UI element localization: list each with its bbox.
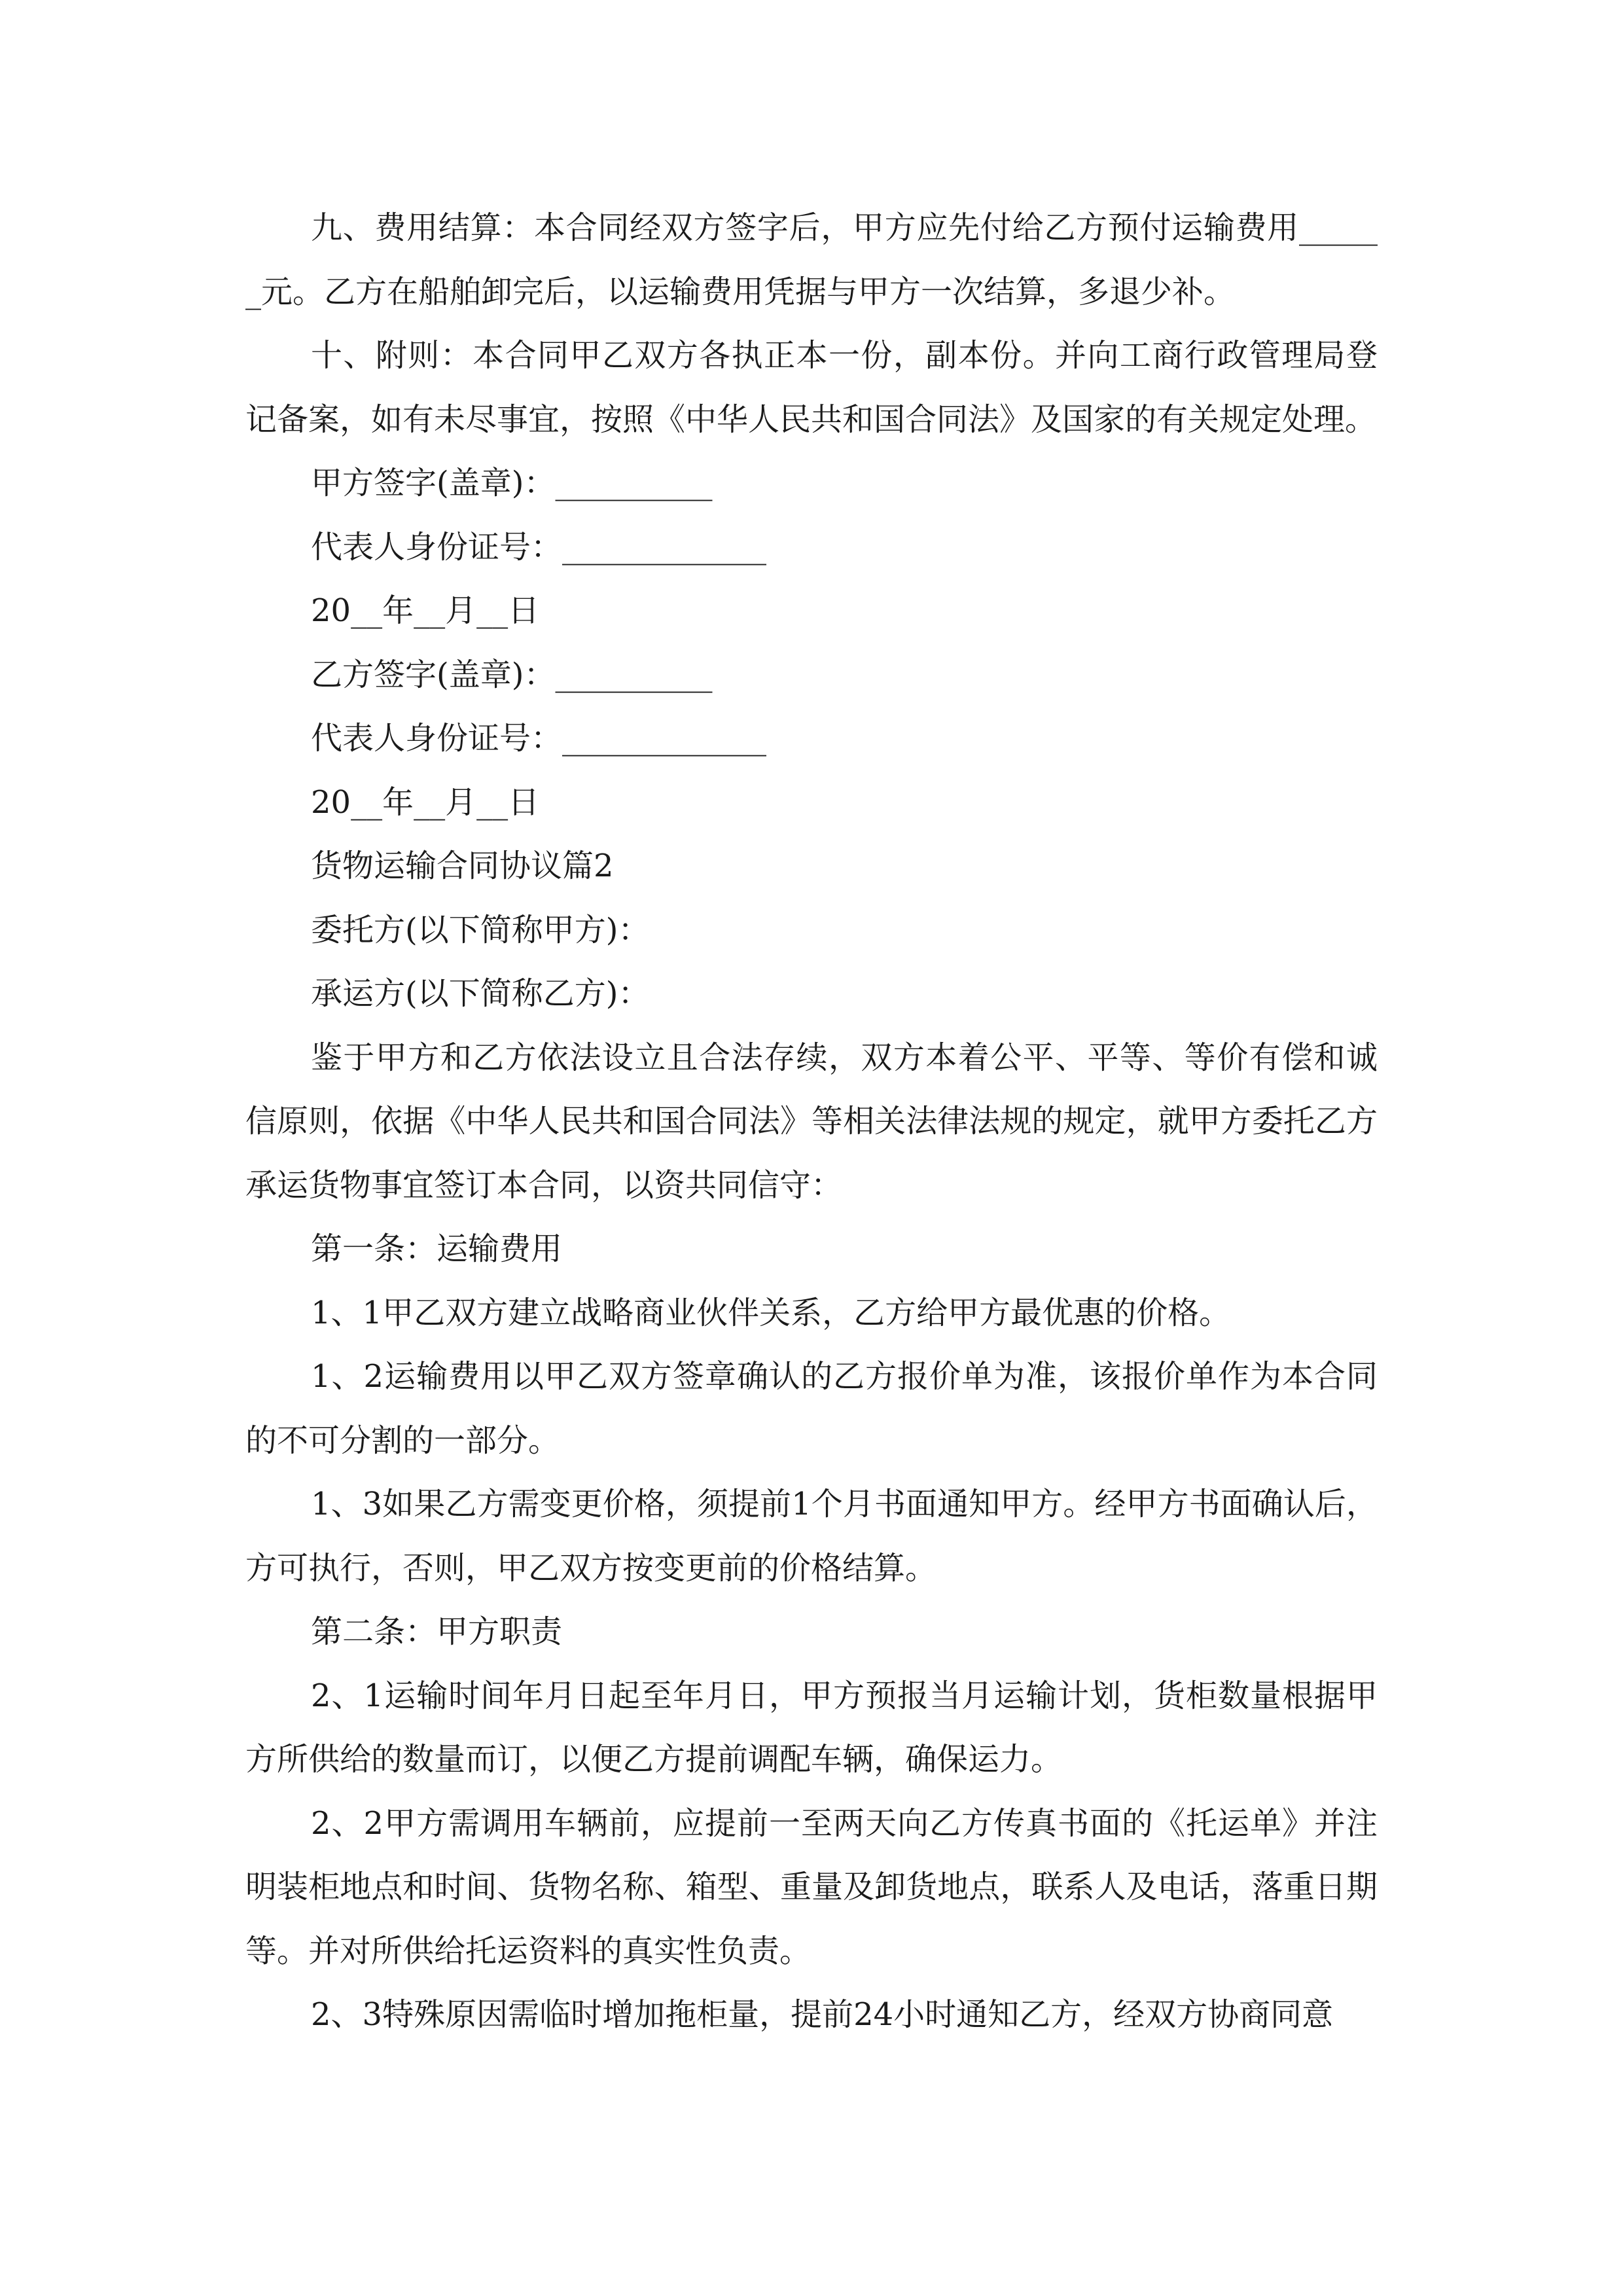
clause-2-1: 2、1运输时间年月日起至年月日，甲方预报当月运输计划，货柜数量根据甲方所供给的数量而订，以便乙方提前调配车辆，确保运力。 bbox=[245, 1677, 1378, 1778]
party-b-date-line: 20__年__月__日 bbox=[311, 783, 540, 821]
party-a-date-line: 20__年__月__日 bbox=[311, 592, 540, 629]
client-party-line: 委托方(以下简称甲方)： bbox=[311, 911, 650, 948]
document-body bbox=[245, 196, 1378, 2047]
party-a-representative-id-line: 代表人身份证号：_____________ bbox=[311, 528, 767, 565]
carrier-party-line: 承运方(以下简称乙方)： bbox=[311, 975, 650, 1012]
party-a-signature-line: 甲方签字(盖章)：__________ bbox=[311, 465, 713, 501]
paragraph-preamble: 鉴于甲方和乙方依法设立且合法存续，双方本着公平、平等、等价有偿和诚信原则，依据《中华人民共和国合同法》等相关法律法规的规定，就甲方委托乙方承运货物事宜签订本合同，以资共同信守： bbox=[245, 1039, 1378, 1204]
article-2-heading: 第二条：甲方职责 bbox=[311, 1613, 563, 1650]
party-b-representative-id-line: 代表人身份证号：_____________ bbox=[311, 720, 767, 757]
clause-2-2: 2、2甲方需调用车辆前，应提前一至两天向乙方传真书面的《托运单》并注明装柜地点和时间、货物名称、箱型、重量及卸货地点，联系人及电话，落重日期等。并对所供给托运资料的真实性负责。 bbox=[245, 1804, 1378, 1969]
article-1-heading: 第一条：运输费用 bbox=[311, 1230, 563, 1267]
clause-2-3: 2、3特殊原因需临时增加拖柜量，提前24小时通知乙方，经双方协商同意 bbox=[311, 1996, 1334, 2033]
paragraph-fee-settlement: 九、费用结算：本合同经双方签字后，甲方应先付给乙方预付运输费用______元。乙方在船舶卸完后，以运输费用凭据与甲方一次结算，多退少补。 bbox=[245, 209, 1378, 310]
clause-1-1: 1、1甲乙双方建立战略商业伙伴关系，乙方给甲方最优惠的价格。 bbox=[311, 1294, 1231, 1331]
paragraph-supplementary-rules: 十、附则：本合同甲乙双方各执正本一份，副本份。并向工商行政管理局登记备案，如有未尽事宜，按照《中华人民共和国合同法》及国家的有关规定处理。 bbox=[245, 337, 1378, 438]
clause-1-2: 1、2运输费用以甲乙双方签章确认的乙方报价单为准，该报价单作为本合同的不可分割的一部分。 bbox=[245, 1358, 1378, 1459]
clause-1-3: 1、3如果乙方需变更价格，须提前1个月书面通知甲方。经甲方书面确认后，方可执行，否则，甲乙双方按变更前的价格结算。 bbox=[245, 1486, 1378, 1587]
section-title-contract-2: 货物运输合同协议篇2 bbox=[311, 848, 614, 884]
party-b-signature-line: 乙方签字(盖章)：__________ bbox=[311, 656, 713, 693]
